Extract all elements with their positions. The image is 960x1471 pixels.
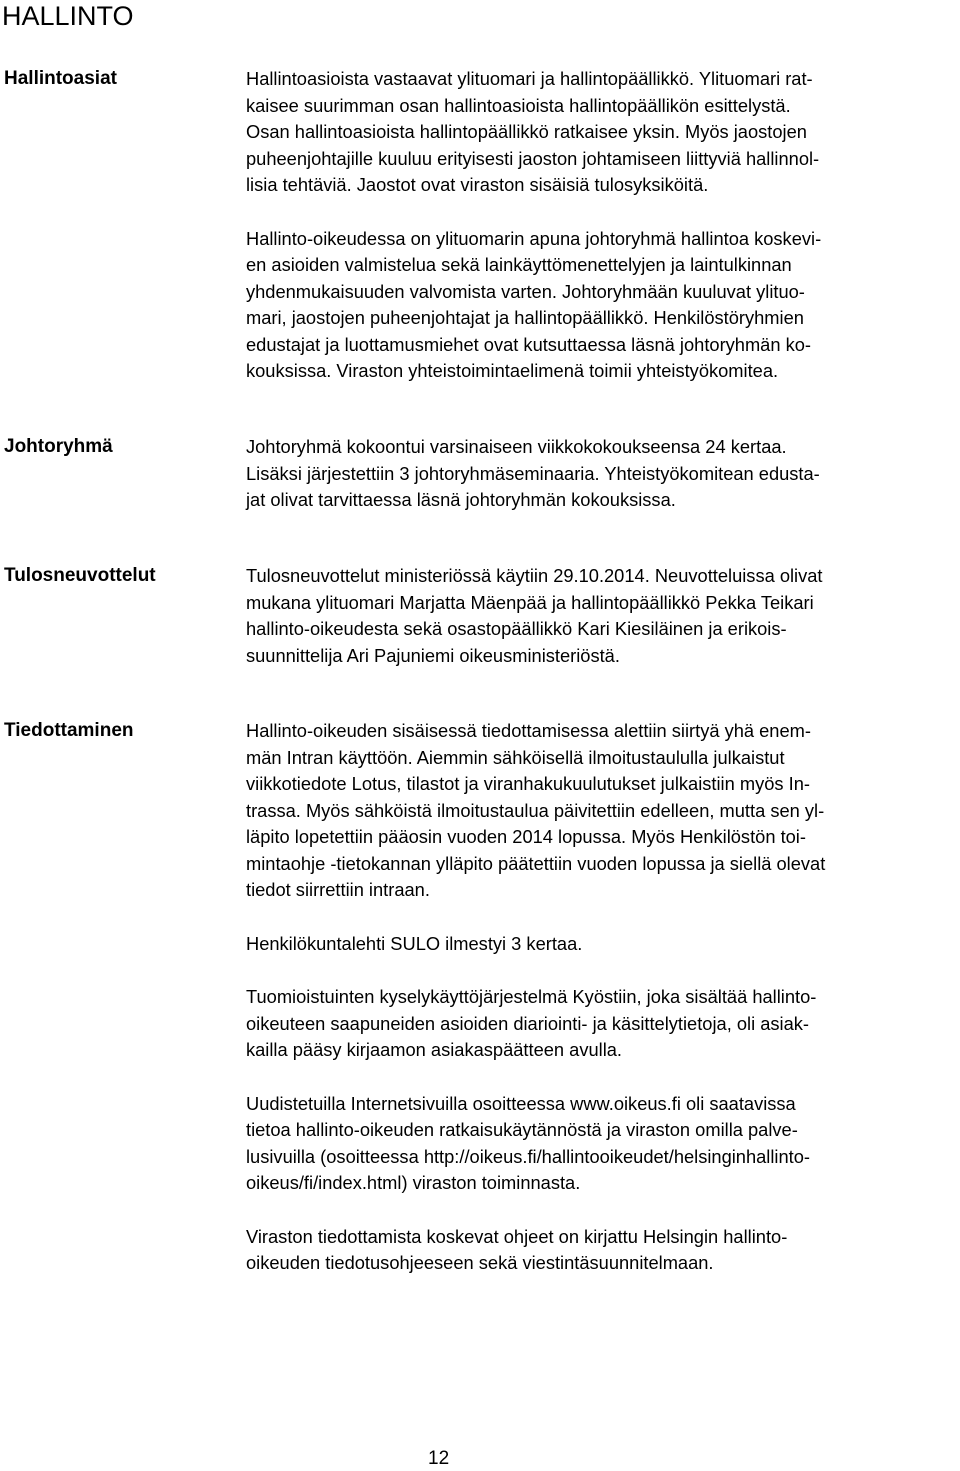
section-heading: Johtoryhmä <box>4 436 113 457</box>
text-line: Tulosneuvottelut ministeriössä käytiin 29.10.2014. Neuvotteluissa olivat <box>246 565 823 586</box>
section-heading: Hallintoasiat <box>4 68 117 89</box>
text-line: Viraston tiedottamista koskevat ohjeet on kirjattu Helsingin hallinto- <box>246 1225 788 1247</box>
text-line: Henkilökuntalehti SULO ilmestyi 3 kertaa. <box>246 932 583 954</box>
text-line: mintaohje -tietokannan ylläpito päätettiin vuoden lopussa ja siellä olevat <box>246 852 826 874</box>
text-line: en asioiden valmistelua sekä lainkäyttömenettelyjen ja laintulkinnan <box>246 254 792 275</box>
paragraph <box>246 931 960 958</box>
text-line: Tuomioistuinten kyselykäyttöjärjestelmä Kyöstiin, joka sisältää hallinto- <box>246 986 817 1007</box>
section-body <box>246 563 960 669</box>
text-line: oikeuteen saapuneiden asioiden diariointi- ja käsittelytietoja, oli asiak- <box>246 1012 809 1034</box>
text-line: jat olivat tarvittaessa läsnä johtoryhmän kokouksissa. <box>246 489 676 510</box>
text-line: kaisee suurimman osan hallintoasioista hallintopäällikön esittelystä. <box>246 94 791 116</box>
text-line: Lisäksi järjestettiin 3 johtoryhmäseminaaria. Yhteistyökomitean edusta- <box>246 462 820 484</box>
text-line: lusivuilla (osoitteessa http://oikeus.fi/hallintooikeudet/helsinginhallinto- <box>246 1145 810 1167</box>
text-line: mari, jaostojen puheenjohtajat ja hallintopäällikkö. Henkilöstöryhmien <box>246 307 804 328</box>
text-line: tietoa hallinto-oikeuden ratkaisukäytännöstä ja viraston omilla palve- <box>246 1119 798 1140</box>
text-line: tiedot siirrettiin intraan. <box>246 879 430 900</box>
text-line: edustajat ja luottamusmiehet ovat kutsuttaessa läsnä johtoryhmän ko- <box>246 333 811 355</box>
section-heading: Tiedottaminen <box>4 720 134 741</box>
text-line: suunnittelija Ari Pajuniemi oikeusministeriöstä. <box>246 644 620 666</box>
text-line: oikeus/fi/index.html) viraston toiminnasta. <box>246 1172 581 1193</box>
text-line: Osan hallintoasioista hallintopäällikkö ratkaisee yksin. Myös jaostojen <box>246 121 807 142</box>
paragraph <box>246 226 960 385</box>
paragraph <box>246 563 960 669</box>
text-line: kouksissa. Viraston yhteistoimintaelimenä toimii yhteistyökomitea. <box>246 360 779 381</box>
section-body <box>246 66 960 385</box>
paragraph <box>246 1224 960 1277</box>
page-title: HALLINTO <box>2 1 134 31</box>
text-line: mukana ylituomari Marjatta Mäenpää ja hallintopäällikkö Pekka Teikari <box>246 591 814 613</box>
text-line: läpito lopetettiin pääosin vuoden 2014 lopussa. Myös Henkilöstön toi- <box>246 826 806 847</box>
text-line: Johtoryhmä kokoontui varsinaiseen viikkokokoukseensa 24 kertaa. <box>246 436 787 457</box>
text-line: hallinto-oikeudesta sekä osastopäällikkö Kari Kiesiläinen ja erikois- <box>246 618 787 639</box>
paragraph <box>246 1091 960 1197</box>
section-body <box>246 718 960 1277</box>
text-line: trassa. Myös sähköistä ilmoitustaulua päivitettiin edelleen, mutta sen yl- <box>246 799 825 821</box>
section-heading: Tulosneuvottelut <box>4 565 156 586</box>
page-number: 12 <box>428 1448 450 1469</box>
paragraph <box>246 718 960 904</box>
text-line: män Intran käyttöön. Aiemmin sähköisellä ilmoitustaululla julkaistut <box>246 746 785 768</box>
text-line: yhdenmukaisuuden valvomista varten. Johtoryhmään kuuluvat ylituo- <box>246 280 805 302</box>
paragraph <box>246 984 960 1064</box>
paragraph <box>246 434 960 514</box>
text-line: oikeuden tiedotusohjeeseen sekä viestintäsuunnitelmaan. <box>246 1252 714 1273</box>
text-line: Hallinto-oikeuden sisäisessä tiedottamisessa alettiin siirtyä yhä enem- <box>246 720 811 741</box>
text-line: Uudistetuilla Internetsivuilla osoitteessa www.oikeus.fi oli saatavissa <box>246 1092 796 1114</box>
text-line: lisia tehtäviä. Jaostot ovat viraston sisäisiä tulosyksiköitä. <box>246 174 709 195</box>
text-line: Hallinto-oikeudessa on ylituomarin apuna johtoryhmä hallintoa koskevi- <box>246 227 822 249</box>
text-line: puheenjohtajille kuuluu erityisesti jaoston johtamiseen liittyviä hallinnol- <box>246 147 820 169</box>
paragraph <box>246 66 960 199</box>
section-body <box>246 434 960 514</box>
text-line: kailla pääsy kirjaamon asiakaspäätteen avulla. <box>246 1039 622 1060</box>
text-line: viikkotiedote Lotus, tilastot ja viranhakukuulutukset julkaistiin myös In- <box>246 773 810 794</box>
text-line: Hallintoasioista vastaavat ylituomari ja hallintopäällikkö. Ylituomari rat- <box>246 68 813 89</box>
